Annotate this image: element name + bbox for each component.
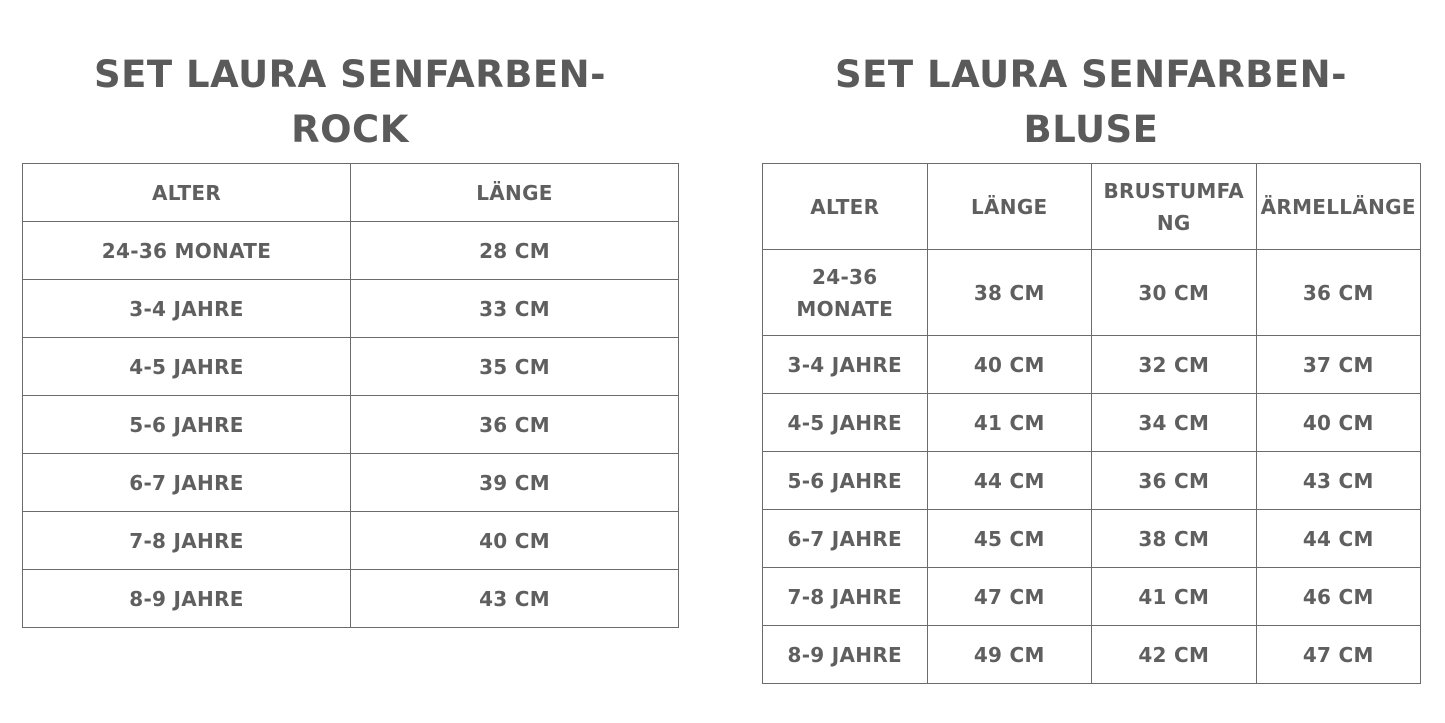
bluse-title-line-1: SET LAURA SENFARBEN- [834,53,1347,96]
cell-alter: 24-36 MONATE [23,222,351,280]
table-header-row [763,164,1421,250]
table-row [763,394,1421,452]
bluse-size-table [762,163,1421,684]
rock-size-title [22,47,678,157]
cell-brustumfang: 34 CM [1092,394,1257,452]
cell-laenge: 47 CM [927,568,1092,626]
rock-size-table [22,163,679,628]
table-row [23,222,679,280]
bluse-size-title [762,47,1420,157]
cell-alter: 6-7 JAHRE [763,510,928,568]
column-header-laenge: LÄNGE [351,164,679,222]
cell-laenge: 40 CM [927,336,1092,394]
cell-brustumfang: 36 CM [1092,452,1257,510]
table-row [763,626,1421,684]
table-row [763,336,1421,394]
column-header-alter: ALTER [763,164,928,250]
table-row [23,512,679,570]
cell-alter: 7-8 JAHRE [23,512,351,570]
column-header-alter: ALTER [23,164,351,222]
cell-alter: 5-6 JAHRE [763,452,928,510]
cell-alter: 3-4 JAHRE [763,336,928,394]
table-row [23,280,679,338]
cell-aermellaenge: 47 CM [1256,626,1421,684]
cell-laenge: 49 CM [927,626,1092,684]
table-row [23,570,679,628]
table-header-row [23,164,679,222]
rock-title-line-1: SET LAURA SENFARBEN- [93,53,606,96]
cell-laenge: 40 CM [351,512,679,570]
column-header-brustumfang: BRUSTUMFANG [1092,164,1257,250]
cell-alter: 7-8 JAHRE [763,568,928,626]
cell-aermellaenge: 40 CM [1256,394,1421,452]
cell-aermellaenge: 36 CM [1256,250,1421,336]
cell-alter: 8-9 JAHRE [23,570,351,628]
cell-brustumfang: 41 CM [1092,568,1257,626]
cell-brustumfang: 38 CM [1092,510,1257,568]
cell-alter: 8-9 JAHRE [763,626,928,684]
table-row [763,250,1421,336]
cell-brustumfang: 30 CM [1092,250,1257,336]
table-row [763,452,1421,510]
cell-laenge: 45 CM [927,510,1092,568]
cell-aermellaenge: 43 CM [1256,452,1421,510]
column-header-laenge: LÄNGE [927,164,1092,250]
table-row [763,510,1421,568]
cell-laenge: 28 CM [351,222,679,280]
cell-alter: 4-5 JAHRE [23,338,351,396]
cell-laenge: 35 CM [351,338,679,396]
cell-laenge: 41 CM [927,394,1092,452]
cell-aermellaenge: 46 CM [1256,568,1421,626]
table-row [763,568,1421,626]
cell-aermellaenge: 44 CM [1256,510,1421,568]
cell-alter: 6-7 JAHRE [23,454,351,512]
cell-alter: 3-4 JAHRE [23,280,351,338]
column-header-aermellaenge: ÄRMELLÄNGE [1256,164,1421,250]
cell-aermellaenge: 37 CM [1256,336,1421,394]
cell-laenge: 44 CM [927,452,1092,510]
cell-brustumfang: 42 CM [1092,626,1257,684]
cell-brustumfang: 32 CM [1092,336,1257,394]
rock-title-line-2: ROCK [291,108,409,151]
table-row [23,338,679,396]
cell-laenge: 33 CM [351,280,679,338]
cell-alter: 24-36 MONATE [763,250,928,336]
bluse-title-line-2: BLUSE [1023,108,1159,151]
cell-alter: 5-6 JAHRE [23,396,351,454]
table-row [23,396,679,454]
cell-laenge: 43 CM [351,570,679,628]
cell-alter: 4-5 JAHRE [763,394,928,452]
cell-laenge: 36 CM [351,396,679,454]
cell-laenge: 38 CM [927,250,1092,336]
table-row [23,454,679,512]
cell-laenge: 39 CM [351,454,679,512]
